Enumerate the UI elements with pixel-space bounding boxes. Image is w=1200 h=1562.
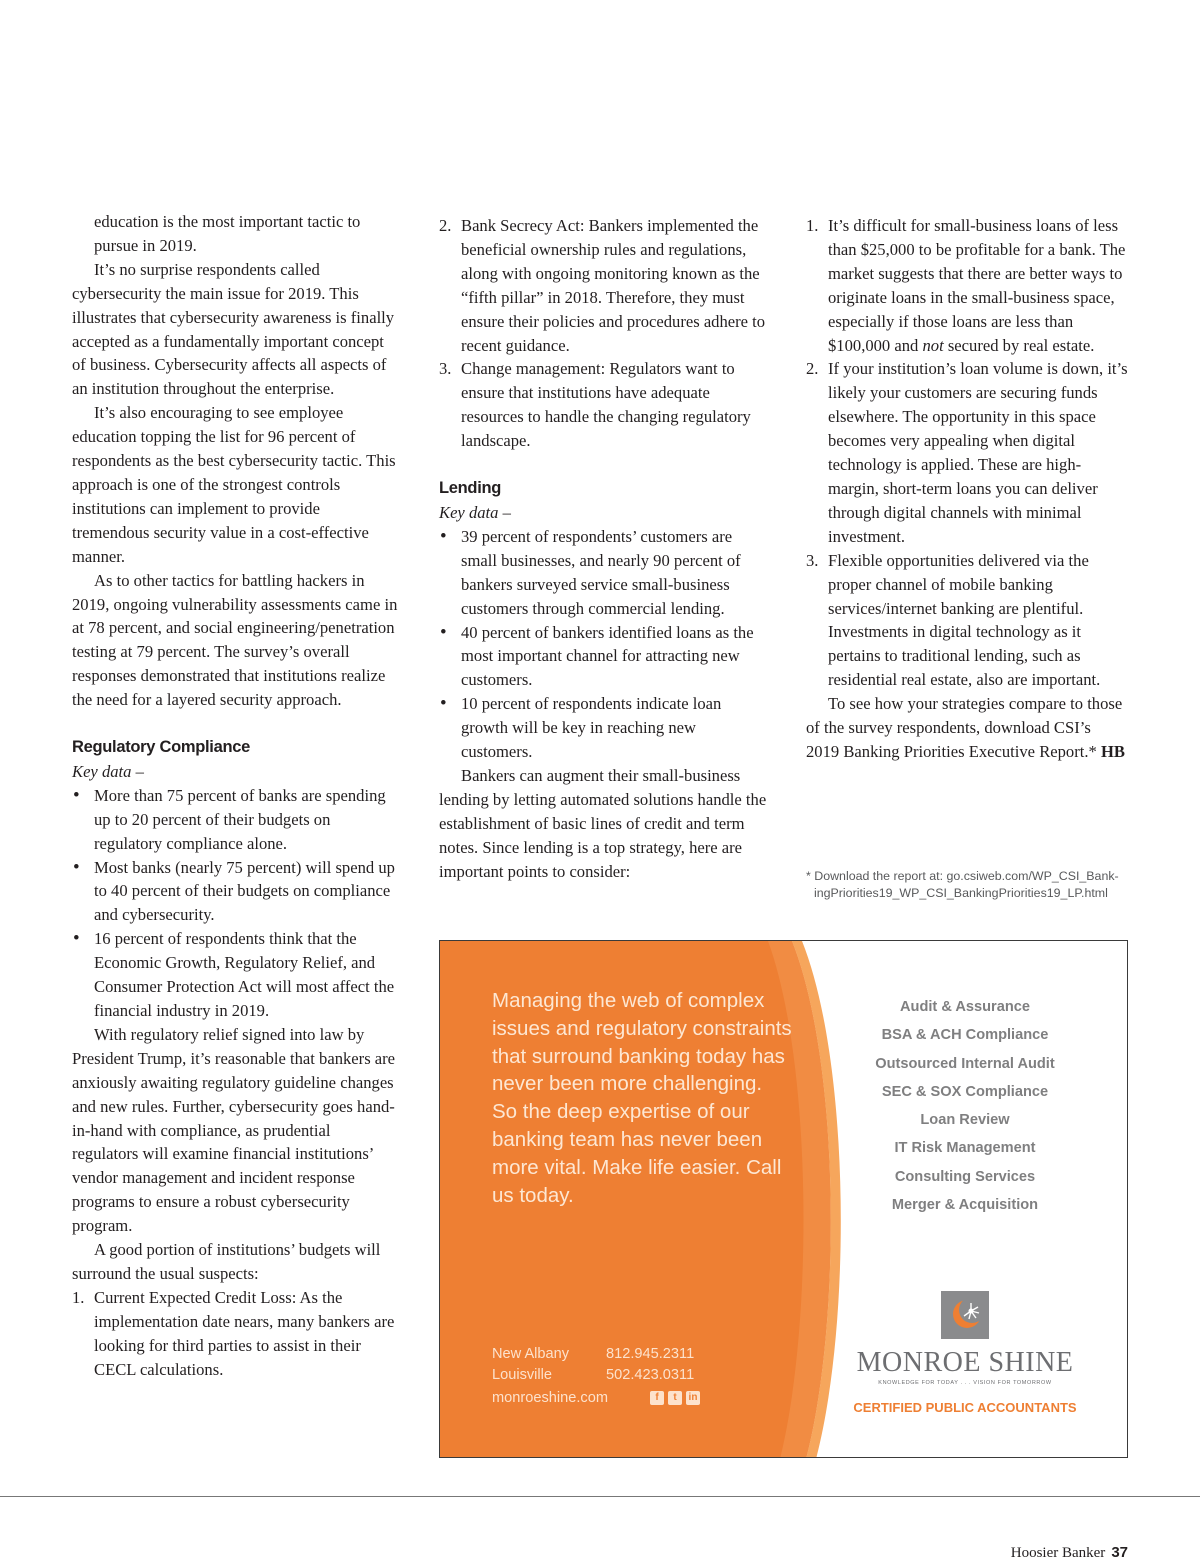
twitter-icon[interactable]: t — [668, 1391, 682, 1405]
article-column-2 — [439, 214, 769, 883]
footer-divider — [0, 1496, 1200, 1497]
service-item: Merger & Acquisition — [891, 1197, 1039, 1214]
service-item: IT Risk Management — [894, 1140, 1036, 1157]
footnote-line: ingPriorities19_WP_CSI_BankingPriorities19_LP.html — [814, 885, 1108, 900]
paragraph: As to other tactics for battling hackers in 2019, ongoing vulnerability assessments came in at 78 percent, and social engineering/penetration testing at 79 percent. The survey’s overall responses demonstrated that institutions realize the need for a layered security approach. — [72, 570, 398, 710]
phone-number[interactable]: 812.945.2311 — [606, 1346, 695, 1362]
list-item: • 39 percent of respondents’ customers are small businesses, and nearly 90 percent of bankers surveyed service small-business customers through commercial lending. — [439, 525, 769, 621]
numbered-list — [72, 1286, 400, 1382]
article-column-1 — [72, 210, 400, 1382]
section-heading-regulatory-compliance: Regulatory Compliance — [72, 738, 250, 757]
closing-text: To see how your strategies compare to those of the survey respondents, download CSI’s 2019 Banking Priorities Executive Report.* — [806, 694, 1123, 761]
page-footer — [1011, 1544, 1128, 1562]
logo-tagline: KNOWLEDGE FOR TODAY . . . VISION FOR TOMORROW — [878, 1380, 1052, 1386]
list-number: 1. — [72, 1287, 85, 1307]
service-item: BSA & ACH Compliance — [881, 1027, 1049, 1044]
paragraph: Bankers can augment their small-business lending by letting automated solutions handle the establishment of basic lines of credit and term notes. Since lending is a top strategy, here are important points to consider: — [439, 765, 767, 881]
monroe-shine-advertisement — [439, 940, 1128, 1458]
page-number: 37 — [1111, 1544, 1128, 1561]
list-item — [439, 357, 769, 453]
publication-name: Hoosier Banker — [1010, 1545, 1106, 1561]
key-data-label: Key data – — [439, 502, 511, 522]
monroe-shine-logo — [845, 1291, 1085, 1415]
list-number: 3. — [439, 359, 452, 379]
phone-number[interactable]: 502.423.0311 — [606, 1366, 695, 1383]
list-item: • 10 percent of respondents indicate loan growth will be key in reaching new customers. — [439, 692, 769, 764]
article-column-3 — [806, 214, 1128, 764]
paragraph: education is the most important tactic to pursue in 2019. — [94, 212, 361, 255]
list-number: 2. — [806, 359, 819, 379]
paragraph: A good portion of institutions’ budgets will surround the usual suspects: — [72, 1240, 381, 1283]
services-list — [865, 993, 1065, 1219]
facebook-icon[interactable]: f — [650, 1391, 664, 1405]
list-text: Current Expected Credit Loss: As the implementation date nears, many bankers are looking for third parties to assist in their CECL calculations. — [94, 1287, 395, 1379]
location-row — [492, 1344, 702, 1365]
list-item — [806, 549, 1128, 692]
service-item: Outsourced Internal Audit — [875, 1055, 1055, 1072]
list-item: • 40 percent of bankers identified loans as the most important channel for attracting new customers. — [439, 621, 769, 693]
footnote-line: * Download the report at: go.csiweb.com/WP_CSI_Bank- — [806, 869, 1119, 883]
list-text: secured by real estate. — [943, 335, 1095, 355]
list-item — [806, 214, 1128, 357]
signoff: HB — [1100, 741, 1125, 761]
service-item: Loan Review — [920, 1112, 1010, 1129]
location-row — [492, 1365, 702, 1386]
key-data-label: Key data – — [72, 761, 144, 781]
list-item — [72, 1286, 400, 1382]
city: New Albany — [492, 1346, 570, 1362]
service-item: Audit & Assurance — [899, 999, 1031, 1015]
list-item: • More than 75 percent of banks are spending up to 20 percent of their budgets on regulatory compliance alone. — [72, 784, 400, 856]
website-link[interactable]: monroeshine.com — [492, 1390, 608, 1406]
service-item: Consulting Services — [894, 1168, 1036, 1185]
ad-headline: Managing the web of complex issues and regulatory constraints that surround banking today has never been more challenging. So the deep expertise of our banking team has never been more vital. Make life easier. Call us today. — [492, 989, 792, 1207]
social-icons — [650, 1391, 700, 1405]
list-text: It’s difficult for small-business loans of less than $25,000 to be profitable for a bank. The market suggests that there are better ways to originate loans in the small-business space, especially if those loans are less than $100,000 and — [828, 216, 1126, 355]
paragraph: It’s no surprise respondents called cybersecurity the main issue for 2019. This illustrates that cybersecurity awareness is finally accepted as a fundamentally important concept of business. Cybersecurity affects all aspects of an institution throughout the enterprise. — [72, 259, 395, 399]
numbered-list — [439, 214, 769, 453]
logo-wordmark: MONROE SHINE — [856, 1347, 1074, 1378]
list-text: If your institution’s loan volume is down, it’s likely your customers are securing funds elsewhere. The opportunity in this space becomes very appealing when digital technology is applied. These are high-margin, short-term loans you can deliver through digital channels with minimal investment. — [828, 359, 1128, 546]
paragraph: It’s also encouraging to see employee education topping the list for 96 percent of respondents as the best cybersecurity tactic. This approach is one of the strongest controls institutions can implement to provide tremendous security value in a cost-effective manner. — [72, 403, 396, 566]
list-number: 1. — [806, 216, 819, 235]
paragraph: With regulatory relief signed into law by President Trump, it’s reasonable that bankers are anxiously awaiting regulatory guideline changes and new rules. Further, cybersecurity goes hand-in-hand with compliance, as prudential regulators will examine financial institutions’ vendor management and incident response programs to ensure a robust cybersecurity program. — [72, 1024, 396, 1236]
section-heading-lending: Lending — [439, 479, 502, 498]
bullet-list — [439, 525, 769, 764]
logo-subtitle: CERTIFIED PUBLIC ACCOUNTANTS — [853, 1400, 1077, 1415]
emphasis: not — [922, 335, 944, 355]
footnote — [806, 868, 1126, 901]
service-item: SEC & SOX Compliance — [881, 1083, 1049, 1100]
linkedin-icon[interactable]: in — [686, 1391, 700, 1405]
website-row — [492, 1388, 702, 1409]
paragraph — [806, 692, 1128, 764]
sun-logo-icon — [941, 1291, 989, 1339]
city: Louisville — [492, 1366, 553, 1383]
bullet-list — [72, 784, 400, 1023]
numbered-list — [806, 214, 1128, 692]
list-text: Change management: Regulators want to ensure that institutions have adequate resources to handle the changing regulatory landscape. — [461, 359, 751, 451]
list-item: • 16 percent of respondents think that the Economic Growth, Regulatory Relief, and Consumer Protection Act will most affect the financial industry in 2019. — [72, 927, 400, 1023]
list-number: 3. — [806, 550, 819, 570]
list-text: Bank Secrecy Act: Bankers implemented the beneficial ownership rules and regulations, along with ongoing monitoring known as the “fifth pillar” in 2018. Therefore, they must ensure their policies and procedures adhere to recent guidance. — [461, 216, 766, 355]
list-number: 2. — [439, 216, 452, 235]
list-item: • Most banks (nearly 75 percent) will spend up to 40 percent of their budgets on compliance and cybersecurity. — [72, 856, 400, 928]
list-item — [439, 214, 769, 357]
list-item — [806, 357, 1128, 548]
list-text: Flexible opportunities delivered via the proper channel of mobile banking services/internet banking are plentiful. Investments in digital technology as it pertains to traditional lending, such as residential real estate, also are important. — [828, 550, 1101, 690]
ad-contact-block — [492, 1344, 702, 1409]
